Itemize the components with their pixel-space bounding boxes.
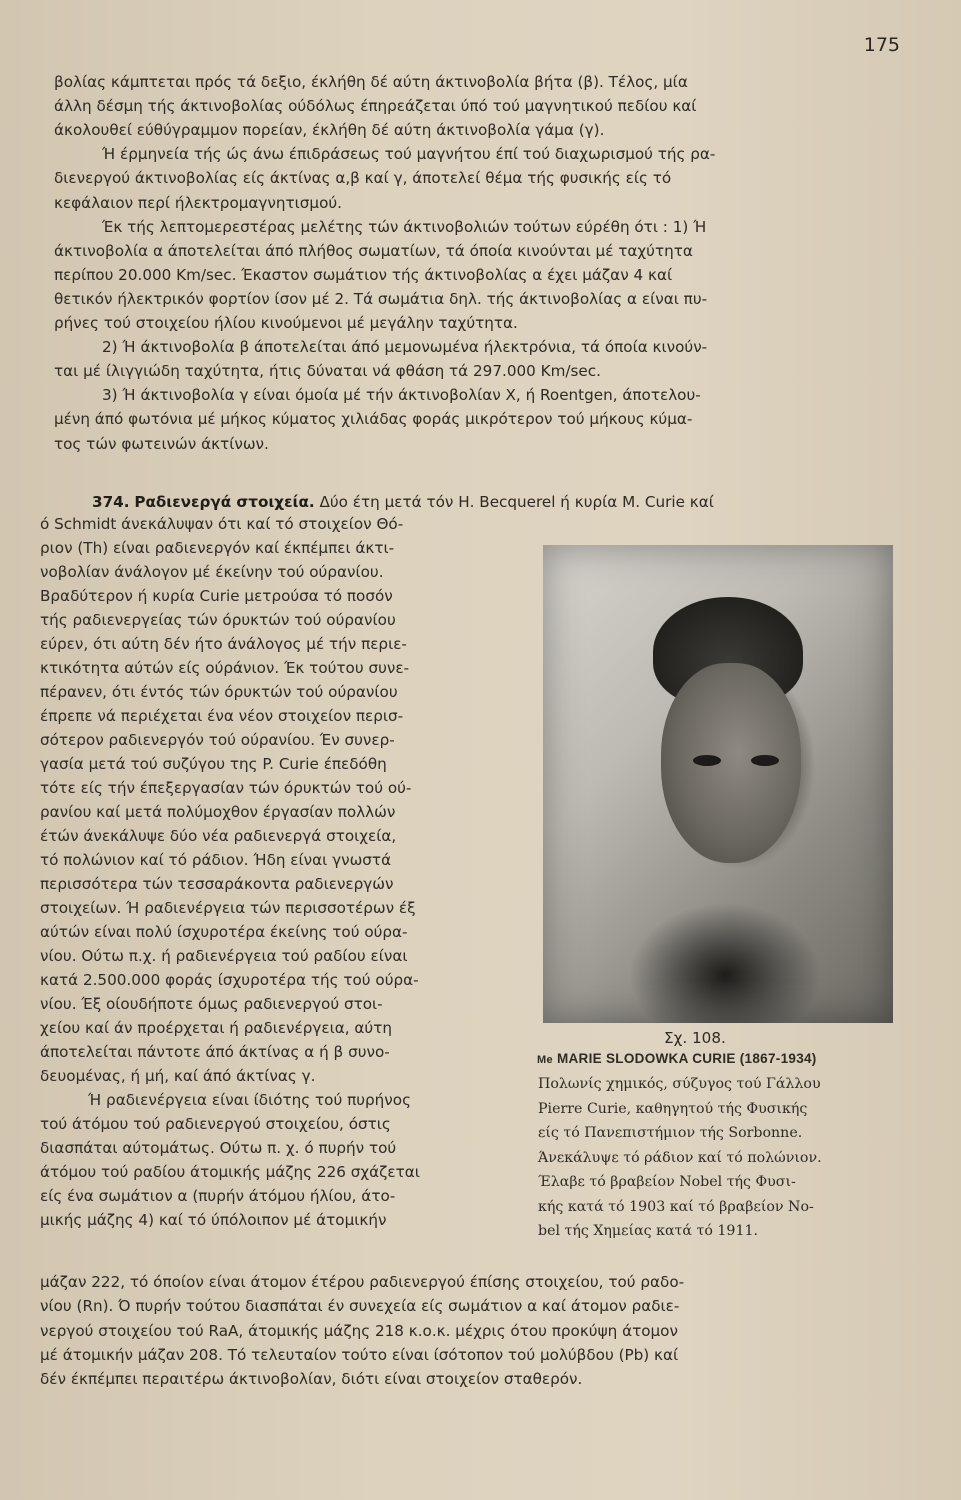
column-line: περισσότερα τών τεσσαράκοντα ραδιενεργών [40,875,394,893]
section-number: 374. [92,493,130,511]
column-line: έτών άνεκάλυψε δύο νέα ραδιενεργά στοιχεία, [40,827,397,845]
column-line: εύρεν, ότι αύτη δέν ήτο άνάλογος μέ τήν περιε- [40,635,407,653]
paragraph-line: διενεργού άκτινοβολίας είς άκτίνας α,β καί γ, άποτελεί θέμα τής φυσικής είς τό [54,169,672,188]
caption-line: Άνεκάλυψε τό ράδιον καί τό πολώνιον. [538,1149,822,1166]
column-line: είς ένα σωμάτιον α (πυρήν άτόμου ήλίου, άτο- [40,1187,396,1205]
paragraph-line: ται μέ ίλιγγιώδη ταχύτητα, ήτις δύναται νά φθάση τά 297.000 Km/sec. [54,362,601,381]
column-line: νίου. Έξ οίουδήποτε όμως ραδιενεργού στοι- [40,995,383,1013]
paragraph-line: 3) Ή άκτινοβολία γ είναι όμοία μέ τήν άκτινοβολίαν Χ, ή Roentgen, άποτελου- [102,386,701,405]
column-line: Βραδύτερον ή κυρία Curie μετρούσα τό ποσόν [40,587,393,605]
portrait-photo [543,545,893,1023]
paragraph-line: άλλη δέσμη τής άκτινοβολίας ούδόλως έπηρεάζεται ύπό τού μαγνητικού πεδίου καί [54,97,697,116]
column-line: ριον (Th) είναι ραδιενεργόν καί έκπέμπει άκτι- [40,539,395,557]
section-first-line: Δύο έτη μετά τόν Η. Becquerel ή κυρία Μ. Curie καί [319,493,714,511]
paragraph-line: Ή έρμηνεία τής ώς άνω έπιδράσεως τού μαγνήτου έπί τού διαχωρισμού τής ρα- [102,145,716,164]
column-line: χείου καί άν προέρχεται ή ραδιενέργεια, αύτη [40,1019,392,1037]
caption-line: είς τό Πανεπιστήμιον τής Sorbonne. [538,1125,803,1141]
caption-line: bel τής Χημείας κατά τό 1911. [538,1223,759,1239]
column-line: τής ραδιενεργείας τών όρυκτών τού ούρανίου [40,611,396,629]
paragraph-line: άκτινοβολία α άποτελείται άπό πλήθος σωματίων, τά όποία κινούνται μέ ταχύτητα [54,241,693,260]
column-line: νοβολίαν άνάλογον μέ έκείνην τού ούρανίου. [40,563,384,581]
column-line: άποτελείται πάντοτε άπό άκτίνας α ή β συνο- [40,1043,390,1061]
column-line: κτικότητα αύτών είς ούράνιον. Έκ τούτου συνε- [40,659,410,677]
column-line: δευομένας, ή μή, καί άπό άκτίνας γ. [40,1067,316,1085]
caption-line: κής κατά τό 1903 καί τό βραβείον Νο- [538,1198,814,1215]
column-line: αύτών είναι πολύ ίσχυροτέρα έκείνης τού ούρα- [40,923,408,941]
paragraph-line: νεργού στοιχείου τού RaA, άτομικής μάζης 218 κ.ο.κ. μέχρις ότου προκύψη άτομον [40,1321,678,1340]
portrait-face [661,663,801,863]
paragraph-line: βολίας κάμπτεται πρός τά δεξιο, έκλήθη δέ αύτη άκτινοβολία βήτα (β). Τέλος, μία [54,73,688,91]
caption-line: Pierre Curie, καθηγητού τής Φυσικής [538,1100,808,1117]
column-line: νίου. Ούτω π.χ. ή ραδιενέργεια τού ραδίου είναι [40,947,408,965]
paragraph-line: Έκ τής λεπτομερεστέρας μελέτης τών άκτινοβολιών τούτων εύρέθη ότι : 1) Ή [102,217,707,236]
column-line: κατά 2.500.000 φοράς ίσχυροτέρα τής τού ούρα- [40,971,419,989]
column-line: τότε είς τήν έπεξεργασίαν τών όρυκτών τού ού- [40,779,412,797]
portrait-eye-right [751,755,779,766]
section-heading-line [92,492,714,512]
paragraph-line: 2) Ή άκτινοβολία β άποτελείται άπό μεμονωμένα ήλεκτρόνια, τά όποία κινούν- [102,338,708,357]
column-line: γασία μετά τού συζύγου της P. Curie έπεδόθη [40,755,387,773]
caption-line: Πολωνίς χημικός, σύζυγος τού Γάλλου [538,1076,821,1092]
paragraph-line: μάζαν 222, τό όποίον είναι άτομον έτέρου ραδιενεργού έπίσης στοιχείου, τού ραδο- [40,1273,685,1291]
paragraph-line: τος τών φωτεινών άκτίνων. [54,434,269,453]
paragraph-line: περίπου 20.000 Km/sec. Έκαστον σωμάτιον τής άκτινοβολίας α έχει μάζαν 4 καί [54,265,673,284]
paragraph-line: μένη άπό φωτόνια μέ μήκος κύματος χιλιάδας φοράς μικρότερον τού μήκους κύμα- [54,410,693,429]
figure-title: MARIE SLODOWKA CURIE (1867-1934) [556,1051,817,1066]
column-line: άτόμου τού ραδίου άτομικής μάζης 226 σχάζεται [40,1163,420,1181]
section-heading: Ραδιενεργά στοιχεία. [134,493,315,511]
column-line: σότερον ραδιενεργόν τού ούρανίου. Έν συνερ- [40,731,395,749]
paragraph-line: δέν έκπέμπει περαιτέρω άκτινοβολίαν, διότι είναι στοιχείον σταθερόν. [40,1370,583,1389]
column-line: στοιχείων. Ή ραδιενέργεια τών περισσοτέρων έξ [40,899,416,917]
column-line: ρανίου καί μετά πολύμοχθον έργασίαν πολλών [40,803,396,821]
page-number: 175 [863,34,900,56]
paragraph-line: κεφάλαιον περί ήλεκτρομαγνητισμού. [54,193,342,212]
column-line: ό Schmidt άνεκάλυψαν ότι καί τό στοιχείον Θό- [40,515,404,533]
column-line: μικής μάζης 4) καί τό ύπόλοιπον μέ άτομικήν [40,1211,387,1229]
column-line: διασπάται αύτομάτως. Ούτω π. χ. ό πυρήν τού [40,1139,397,1157]
paragraph-line: μέ άτομικήν μάζαν 208. Τό τελευταίον τούτο είναι ίσότοπον τού μολύβδου (Pb) καί [40,1345,679,1364]
paragraph-line: θετικόν ήλεκτρικόν φορτίον ίσον μέ 2. Τά σωμάτια δηλ. τής άκτινοβολίας α είναι πυ- [54,289,708,308]
figure-title-prefix: Me [537,1054,553,1066]
column-line: έπρεπε νά περιέχεται ένα νέον στοιχείον περισ- [40,707,404,725]
column-line: τό πολώνιον καί τό ράδιον. Ήδη είναι γνωστά [40,851,392,869]
figure-label: Σχ. 108. [664,1029,726,1047]
column-line: Ή ραδιενέργεια είναι ίδιότης τού πυρήνος [88,1091,411,1109]
figure-title-line [537,1049,817,1070]
caption-line: Έλαβε τό βραβείον Nobel τής Φυσι- [538,1174,796,1190]
paragraph-line: νίου (Rn). Ό πυρήν τούτου διασπάται έν συνεχεία είς σωμάτιον α καί άτομον ραδιε- [40,1297,680,1316]
portrait-eye-left [693,755,721,766]
column-line: πέρανεν, ότι έντός τών όρυκτών τού ούρανίου [40,683,398,701]
paragraph-line: άκολουθεί εύθύγραμμον πορείαν, έκλήθη δέ αύτη άκτινοβολία γάμα (γ). [54,121,605,140]
column-line: τού άτόμου τού ραδιενεργού στοιχείου, όστις [40,1115,391,1133]
paragraph-line: ρήνες τού στοιχείου ήλίου κινούμενοι μέ μεγάλην ταχύτητα. [54,314,518,332]
